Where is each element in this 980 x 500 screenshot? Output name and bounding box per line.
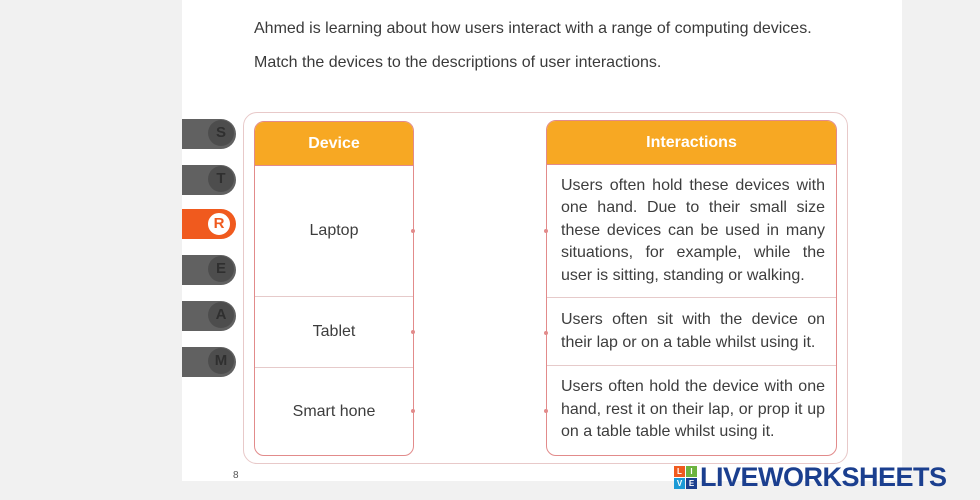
logo-text: LIVEWORKSHEETS (700, 462, 947, 492)
logo-letter-v: V (674, 478, 685, 489)
page-number: 8 (233, 470, 239, 481)
device-item-laptop[interactable]: Laptop (255, 166, 413, 297)
logo-mark-icon (674, 466, 697, 489)
match-dot-interaction-1[interactable] (544, 229, 548, 233)
instruction-line-1: Ahmed is learning about how users interact with a range of computing devices. (254, 20, 812, 37)
interaction-item-2[interactable]: Users often sit with the device on their lap or on a table whilst using it. (547, 298, 836, 366)
tab-letter-t: T (208, 166, 234, 192)
side-tab-e[interactable] (182, 255, 236, 285)
side-tab-a[interactable] (182, 301, 236, 331)
interaction-item-3[interactable]: Users often hold the device with one hand, rest it on their lap, or prop it up on a table table whilst using it. (561, 378, 825, 441)
tab-letter-e: E (208, 256, 234, 282)
tab-letter-a: A (208, 302, 234, 328)
match-dot-laptop[interactable] (411, 229, 415, 233)
tab-letter-r: R (206, 211, 232, 237)
logo-letter-i: I (686, 466, 697, 477)
side-tab-t[interactable] (182, 165, 236, 195)
tab-letter-s: S (208, 120, 234, 146)
device-table (254, 121, 414, 456)
match-dot-interaction-2[interactable] (544, 331, 548, 335)
interaction-item-1[interactable]: Users often hold these devices with one hand. Due to their small size these devices can be used in many situations, for example, while the user is sitting, standing or walking. (547, 165, 836, 298)
device-item-tablet[interactable]: Tablet (255, 297, 413, 368)
interactions-header: Interactions (547, 121, 836, 165)
match-dot-tablet[interactable] (411, 330, 415, 334)
logo-letter-e: E (686, 478, 697, 489)
liveworksheets-logo (674, 462, 947, 493)
device-item-smartphone[interactable]: Smart hone (292, 403, 376, 420)
instruction-line-2: Match the devices to the descriptions of user interactions. (254, 54, 662, 71)
tab-letter-m: M (208, 348, 234, 374)
side-tab-s[interactable] (182, 119, 236, 149)
match-dot-interaction-3[interactable] (544, 409, 548, 413)
interactions-table (546, 120, 837, 456)
logo-letter-l: L (674, 466, 685, 477)
side-tab-r[interactable] (182, 209, 236, 239)
device-header: Device (255, 122, 413, 166)
match-dot-smartphone[interactable] (411, 409, 415, 413)
side-tab-m[interactable] (182, 347, 236, 377)
